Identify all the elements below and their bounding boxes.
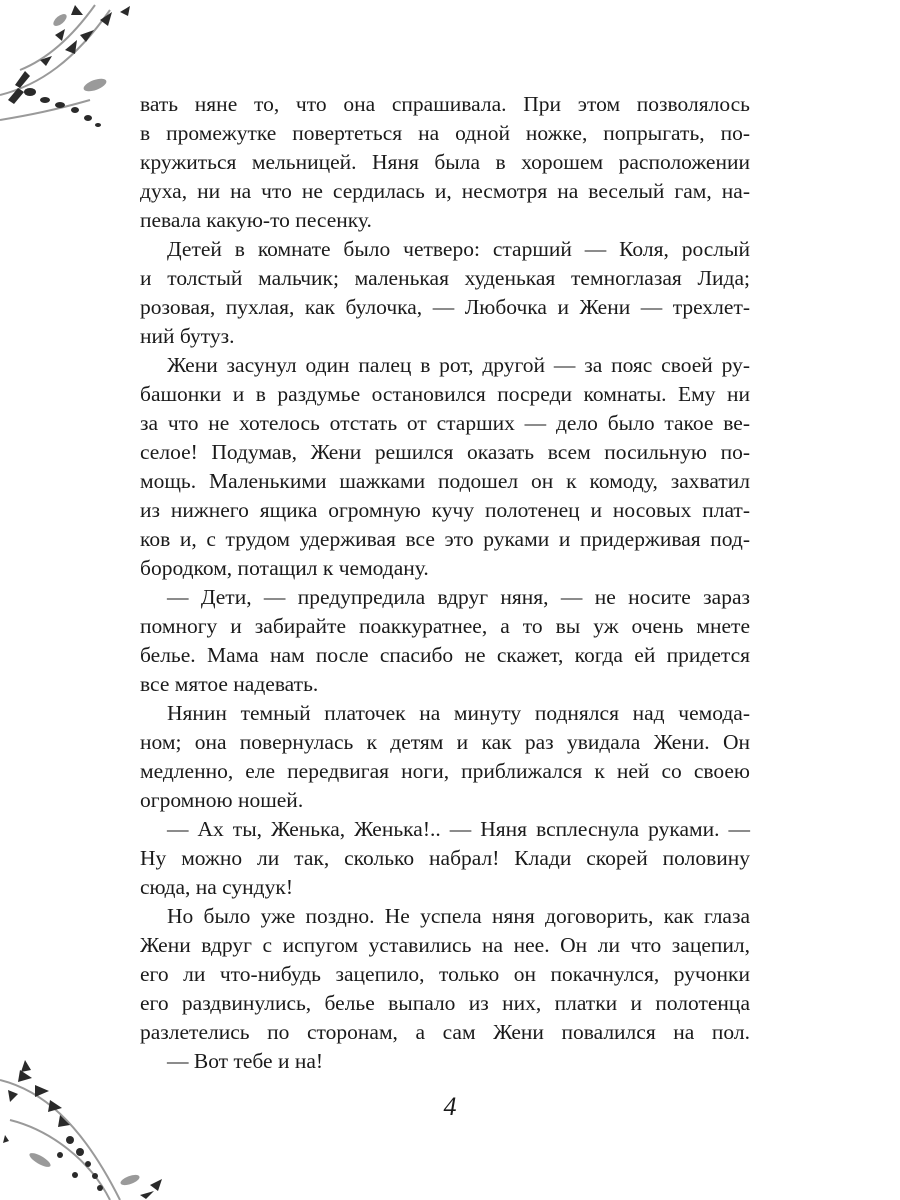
text-line: — Вот тебе и на! bbox=[167, 1049, 324, 1073]
text-line: сюда, на сундук! bbox=[140, 875, 293, 899]
text-line: башонки и в раздумье остановился посреди комнаты. Ему ни bbox=[140, 382, 750, 406]
text-line: его ли что-нибудь зацепило, только он покачнулся, ручонки bbox=[140, 962, 750, 986]
text-line: — Ах ты, Женька, Женька!.. — Няня всплеснула руками. — bbox=[167, 817, 750, 841]
text-line: за что не хотелось отстать от старших — дело было такое ве- bbox=[140, 411, 750, 435]
text-line: Детей в комнате было четверо: старший — Коля, рослый bbox=[167, 237, 750, 261]
text-line: помногу и забирайте поаккуратнее, а то вы уж очень мнете bbox=[140, 614, 750, 638]
text-line: селое! Подумав, Жени решился оказать всем посильную по- bbox=[140, 440, 750, 464]
text-line: вать няне то, что она спрашивала. При этом позволялось bbox=[140, 92, 750, 116]
text-line: мощь. Маленькими шажками подошел он к комоду, захватил bbox=[140, 469, 750, 493]
text-line: певала какую-то песенку. bbox=[140, 208, 372, 232]
text-line: Жени вдруг с испугом уставились на нее. Он ли что зацепил, bbox=[140, 933, 750, 957]
text-line: Ну можно ли так, сколько набрал! Клади скорей половину bbox=[140, 846, 750, 870]
page-number: 4 bbox=[443, 1092, 457, 1121]
text-line: из нижнего ящика огромную кучу полотенец и носовых плат- bbox=[140, 498, 750, 522]
text-line: розовая, пухлая, как булочка, — Любочка и Жени — трехлет- bbox=[140, 295, 750, 319]
text-line: духа, ни на что не сердилась и, несмотря на веселый гам, на- bbox=[140, 179, 750, 203]
text-line: разлетелись по сторонам, а сам Жени повалился на пол. bbox=[140, 1020, 750, 1044]
text-line: и толстый мальчик; маленькая худенькая темноглазая Лида; bbox=[140, 266, 750, 290]
text-line: Жени засунул один палец в рот, другой — за пояс своей ру- bbox=[167, 353, 750, 377]
text-line: бородком, потащил к чемодану. bbox=[140, 556, 429, 580]
text-line: в промежутке повертеться на одной ножке, попрыгать, по- bbox=[140, 121, 750, 145]
text-line: Нянин темный платочек на минуту поднялся над чемода- bbox=[167, 701, 750, 725]
text-line: Но было уже поздно. Не успела няня договорить, как глаза bbox=[167, 904, 750, 928]
text-line: ний бутуз. bbox=[140, 324, 235, 348]
text-line: — Дети, — предупредила вдруг няня, — не носите зараз bbox=[167, 585, 750, 609]
text-line: белье. Мама нам после спасибо не скажет, когда ей придется bbox=[140, 643, 750, 667]
text-line: медленно, еле передвигая ноги, приближался к ней со своею bbox=[140, 759, 750, 783]
text-line: все мятое надевать. bbox=[140, 672, 319, 696]
text-line: огромною ношей. bbox=[140, 788, 304, 812]
text-line: ном; она повернулась к детям и как раз увидала Жени. Он bbox=[140, 730, 750, 754]
floral-ornament-bottom-icon bbox=[0, 1060, 170, 1200]
text-line: ков и, с трудом удерживая все это руками и придерживая под- bbox=[140, 527, 750, 551]
text-line: его раздвинулись, белье выпало из них, платки и полотенца bbox=[140, 991, 750, 1015]
body-text bbox=[140, 90, 750, 1076]
floral-ornament-top-icon bbox=[0, 0, 140, 140]
text-line: кружиться мельницей. Няня была в хорошем расположении bbox=[140, 150, 750, 174]
